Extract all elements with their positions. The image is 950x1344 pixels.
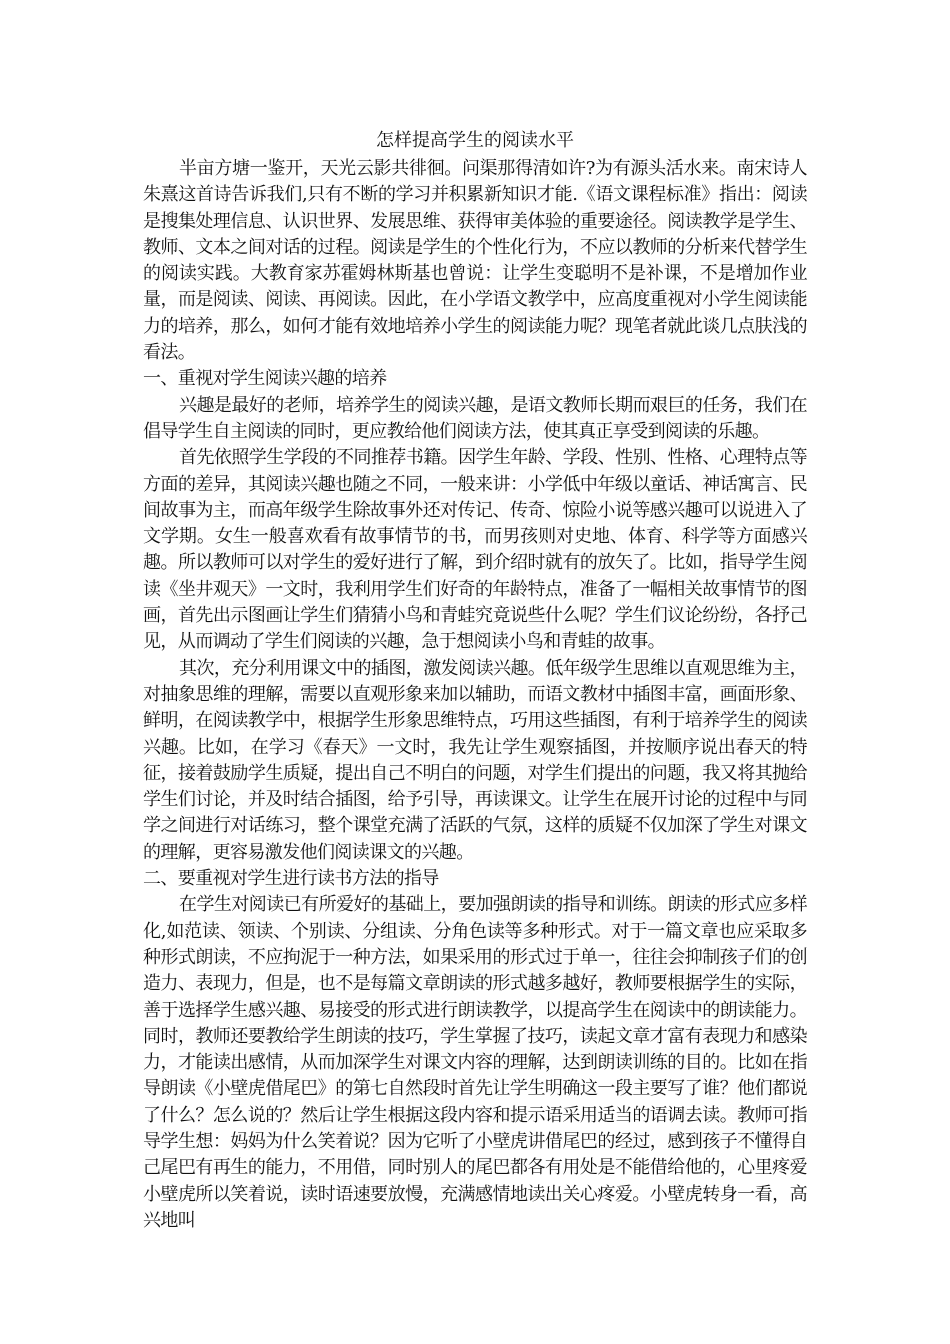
document-title: 怎样提高学生的阅读水平 — [376, 130, 574, 151]
section-1-paragraph-2: 首先依照学生学段的不同推荐书籍。因学生年龄、学段、性别、性格、心理特点等方面的差异，其阅读兴趣也随之不同，一般来讲：小学低中年级以童话、神话寓言、民间故事为主，而高年级学生除故事外还对传记、传奇、惊险小说等感兴趣可以说进入了文学期。女生一般喜欢看有故事情节的书，而男孩则对史地、体育、科学等方面感兴趣。所以教师可以对学生的爱好进行了解，到介绍时就有的放矢了。比如，指导学生阅读《坐井观天》一文时，我利用学生们好奇的年龄特点，准备了一幅相关故事情节的图画，首先出示图画让学生们猜猜小鸟和青蛙究竟说些什么呢？学生们议论纷纷，各抒己见，从而调动了学生们阅读的兴趣，急于想阅读小鸟和青蛙的故事。 — [143, 447, 807, 653]
section-2-paragraph-1: 在学生对阅读已有所爱好的基础上，要加强朗读的指导和训练。朗读的形式应多样化,如范读、领读、个别读、分组读、分角色读等多种形式。对于一篇文章也应采取多种形式朗读，不应拘泥于一种方法，如果采用的形式过于单一，往往会抑制孩子们的创造力、表现力，但是，也不是每篇文章朗读的形式越多越好，教师要根据学生的实际，善于选择学生感兴趣、易接受的形式进行朗读教学，以提高学生在阅读中的朗读能力。同时，教师还要教给学生朗读的技巧，学生掌握了技巧，读起文章才富有表现力和感染力，才能读出感情，从而加深学生对课文内容的理解，达到朗读训练的目的。比如在指导朗读《小壁虎借尾巴》的第七自然段时首先让学生明确这一段主要写了谁？他们都说了什么？怎么说的？然后让学生根据这段内容和提示语采用适当的语调去读。教师可指导学生想：妈妈为什么笑着说？因为它听了小壁虎讲借尾巴的经过，感到孩子不懂得自己尾巴有再生的能力，不用借，同时别人的尾巴都各有用处是不能借给他的，心里疼爱小壁虎所以笑着说，读时语速要放慢，充满感情地读出关心疼爱。小壁虎转身一看，高兴地叫 — [143, 894, 807, 1231]
document-page — [143, 128, 807, 1234]
section-1-heading: 一、重视对学生阅读兴趣的培养 — [143, 368, 387, 390]
section-1-paragraph-3: 其次，充分利用课文中的插图，激发阅读兴趣。低年级学生思维以直观思维为主，对抽象思维的理解，需要以直观形象来加以辅助，而语文教材中插图丰富，画面形象、鲜明，在阅读教学中，根据学生形象思维特点，巧用这些插图，有利于培养学生的阅读兴趣。比如，在学习《春天》一文时，我先让学生观察插图，并按顺序说出春天的特征，接着鼓励学生质疑，提出自己不明白的问题，对学生们提出的问题，我又将其抛给学生们讨论，并及时结合插图，给予引导，再读课文。让学生在展开讨论的过程中与同学之间进行对话练习，整个课堂充满了活跃的气氛，这样的质疑不仅加深了学生对课文的理解，更容易激发他们阅读课文的兴趣。 — [143, 657, 807, 863]
section-2-heading: 二、要重视对学生进行读书方法的指导 — [143, 868, 439, 890]
section-1-paragraph-1: 兴趣是最好的老师，培养学生的阅读兴趣，是语文教师长期而艰巨的任务，我们在倡导学生自主阅读的同时，更应教给他们阅读方法，使其真正享受到阅读的乐趣。 — [143, 394, 807, 442]
intro-paragraph: 半亩方塘一鉴开，天光云影共徘徊。问渠那得清如许?为有源头活水来。南宋诗人朱熹这首诗告诉我们,只有不断的学习并积累新知识才能.《语文课程标准》指出：阅读是搜集处理信息、认识世界、发展思维、获得审美体验的重要途径。阅读教学是学生、教师、文本之间对话的过程。阅读是学生的个性化行为，不应以教师的分析来代替学生的阅读实践。大教育家苏霍姆林斯基也曾说：让学生变聪明不是补课，不是增加作业量，而是阅读、阅读、再阅读。因此，在小学语文教学中，应高度重视对小学生阅读能力的培养，那么，如何才能有效地培养小学生的阅读能力呢？现笔者就此谈几点肤浅的看法。 — [143, 158, 807, 364]
